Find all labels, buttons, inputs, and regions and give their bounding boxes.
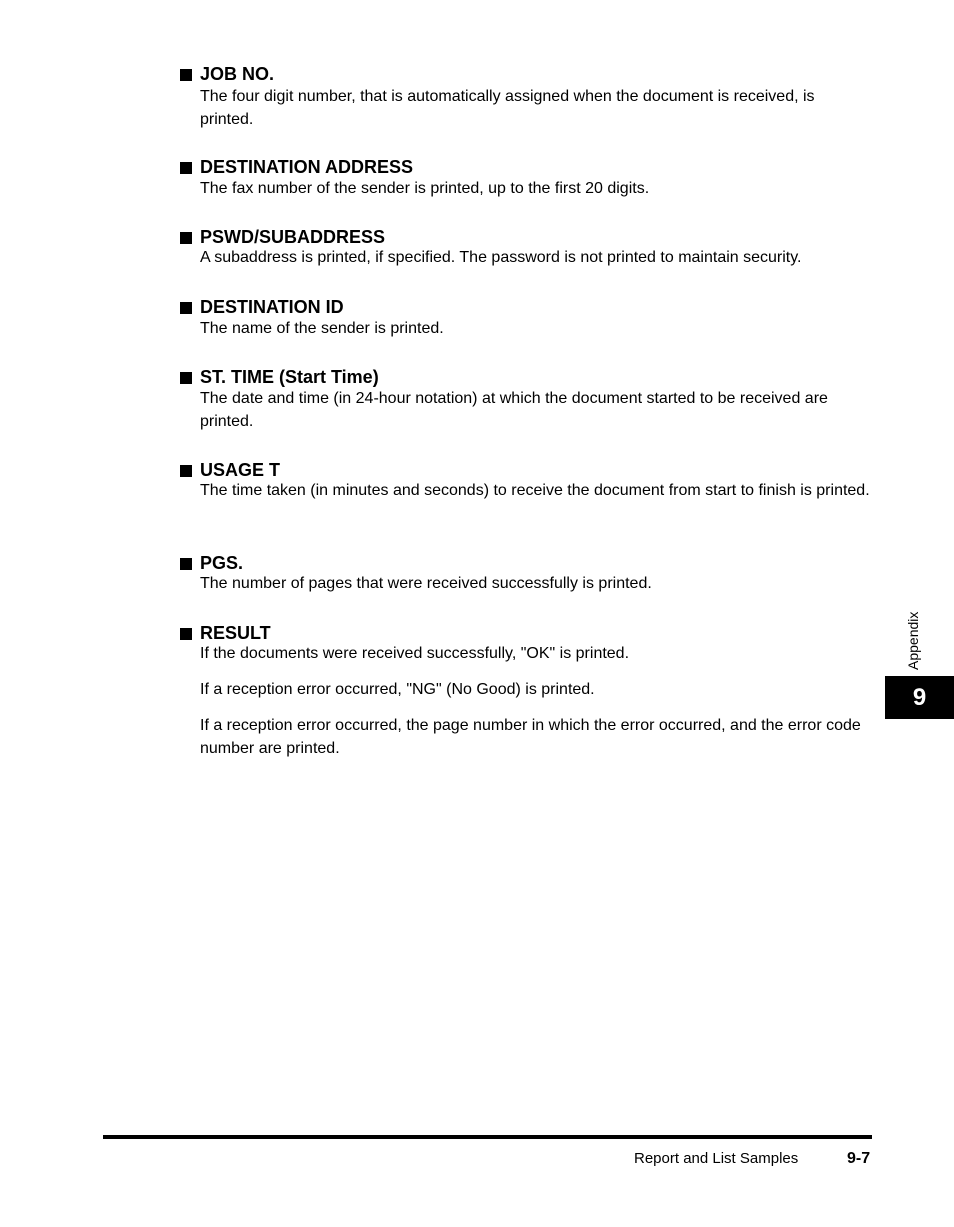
section-heading-text: PSWD/SUBADDRESS: [200, 227, 386, 247]
section-heading-text: JOB NO.: [200, 64, 275, 84]
square-bullet-icon: [180, 372, 192, 384]
square-bullet-icon: [180, 558, 192, 570]
section-heading-text: ST. TIME (Start Time): [200, 367, 379, 387]
square-bullet-icon: [180, 232, 192, 244]
section-paragraph: The fax number of the sender is printed, up to the first 20 digits.: [200, 180, 650, 197]
square-bullet-icon: [180, 302, 192, 314]
square-bullet-icon: [180, 162, 192, 174]
side-tab-label: Appendix: [905, 611, 921, 670]
page-number: 9-7: [847, 1150, 871, 1167]
section-paragraph: If a reception error occurred, the page number in which the error occurred, and the error code number are printed.: [200, 717, 861, 757]
section-paragraph: The time taken (in minutes and seconds) to receive the document from start to finish is printed.: [200, 482, 870, 499]
section-paragraph: The four digit number, that is automatically assigned when the document is received, is printed.: [200, 88, 815, 128]
section-paragraph: The name of the sender is printed.: [200, 320, 444, 337]
section-heading-text: PGS.: [200, 553, 244, 573]
section-heading-text: RESULT: [200, 623, 271, 643]
section-paragraph: If a reception error occurred, "NG" (No Good) is printed.: [200, 681, 595, 698]
section-paragraph: The date and time (in 24-hour notation) at which the document started to be received are printed.: [200, 390, 828, 430]
section-heading-text: USAGE T: [200, 460, 281, 480]
section-heading-text: DESTINATION ADDRESS: [200, 157, 414, 177]
footer-section-title: Report and List Samples: [634, 1150, 799, 1167]
chapter-tab: 9: [885, 676, 954, 719]
square-bullet-icon: [180, 465, 192, 477]
section-paragraph: A subaddress is printed, if specified. The password is not printed to maintain security.: [200, 249, 802, 266]
footer-rule: [103, 1135, 872, 1139]
square-bullet-icon: [180, 628, 192, 640]
square-bullet-icon: [180, 69, 192, 81]
section-heading-text: DESTINATION ID: [200, 297, 344, 317]
section-paragraph: If the documents were received successfully, "OK" is printed.: [200, 645, 630, 662]
section-paragraph: The number of pages that were received successfully is printed.: [200, 575, 652, 592]
